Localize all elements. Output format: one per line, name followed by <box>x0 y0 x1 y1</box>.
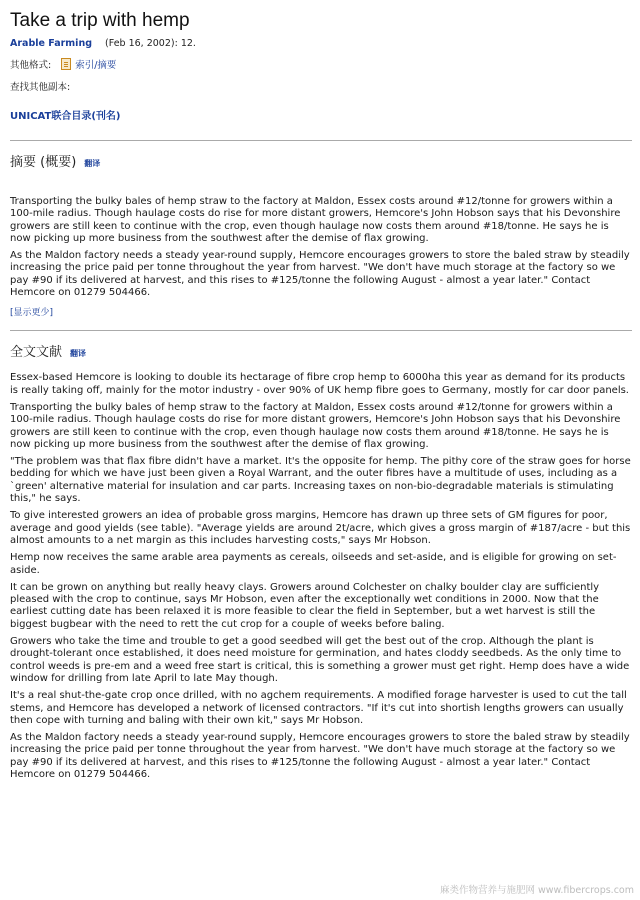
article-title: Take a trip with hemp <box>10 10 190 31</box>
fulltext-paragraph: Essex-based Hemcore is looking to double its hectarage of fibre crop hemp to 6000ha this year as demand for its products is really taking off, mainly for the motor industry - over 90% of UK hemp fibre goes to Germany, mostly for car door panels. <box>10 372 629 396</box>
show-less-link[interactable]: [显示更少] <box>10 308 54 319</box>
abstract-title: 摘要 (概要) <box>10 155 77 170</box>
other-copies-label: 查找其他副本: <box>10 82 71 93</box>
document-icon[interactable] <box>61 58 71 70</box>
fulltext-paragraph: Transporting the bulky bales of hemp straw to the factory at Maldon, Essex costs around #12/tonne for growers within a 100-mile radius. Though haulage costs do rise for more distant growers, Hemcore's John Hobson says that his Devonshire growers are still keen to continue with the crop, even though haulage now costs them around #18/tonne. He says he is now picking up more business from the southwest after the demise of flax growing. <box>10 401 621 450</box>
fulltext-translate-link[interactable]: 翻译 <box>70 349 87 359</box>
fulltext-title: 全文文献 <box>10 345 63 361</box>
citation-text: (Feb 16, 2002): 12. <box>105 38 196 49</box>
fulltext-paragraph: As the Maldon factory needs a steady year-round supply, Hemcore encourages growers to store the baled straw by steadily increasing the price paid per tonne throughout the year from harvest. "We don't have much storage at the factory so we pay #90 if its delivered at harvest, and this rises to #125/tonne the following August - almost a year later." Contact Hemcore on 01279 504466. <box>10 732 630 780</box>
abstract-header <box>10 151 632 170</box>
abstract-paragraph: As the Maldon factory needs a steady year-round supply, Hemcore encourages growers to store the baled straw by steadily increasing the price paid per tonne throughout the year from harvest. "We don't have much storage at the factory so we pay #90 if its delivered at harvest, and this rises to #125/tonne the following August - almost a year later." Contact Hemcore on 01279 504466. <box>10 250 630 299</box>
site-watermark: 麻类作物营养与施肥网 www.fibercrops.com <box>439 885 634 896</box>
other-copies-row <box>10 79 632 93</box>
other-formats-row <box>10 57 632 71</box>
fulltext-header <box>10 341 632 360</box>
abstract-translate-link[interactable]: 翻译 <box>84 159 101 168</box>
abstract-body <box>10 196 632 299</box>
divider <box>10 140 632 141</box>
fulltext-paragraph: "The problem was that flax fibre didn't have a market. It's the opposite for hemp. The pithy core of the straw goes for horse bedding for which we have just been given a Royal Warrant, and the outer fibres have a multitude of uses, including as a `green' alternative material for insulation and car parts. Increasing taxes on non-bio-degradable materials is stimulating this," he says. <box>10 456 631 505</box>
fulltext-paragraph: Hemp now receives the same arable area payments as cereals, oilseeds and set-aside, and is eligible for growing on set-aside. <box>10 552 617 576</box>
divider <box>10 330 632 331</box>
fulltext-paragraph: To give interested growers an idea of probable gross margins, Hemcore has drawn up three sets of GM figures for poor, average and good yields (see table). "Average yields are around 2t/acre, which gives a gross margin of #187/acre - but this almost amounts to a net margin as this includes harvesting costs," says Mr Hobson. <box>10 510 631 546</box>
fulltext-paragraph: Growers who take the time and trouble to get a good seedbed will get the best out of the crop. Although the plant is drought-tolerant once established, it does need moisture for germination, and hates cloddy seedbeds. As the only time to control weeds is pre-em and a weed free start is critical, this is something a grower must get right. Hemp does have a wide window for drilling from late April to late May though. <box>10 636 630 684</box>
unicat-link[interactable]: UNICAT联合目录(刊名) <box>10 111 121 122</box>
publication-link[interactable]: Arable Farming <box>10 38 93 49</box>
fulltext-paragraph: It's a real shut-the-gate crop once drilled, with no agchem requirements. A modified forage harvester is used to cut the tall stems, and Hemcore has developed a network of licensed contractors. "If it's cut into shortish lengths growers can usually then cope with turning and baling with their own kit," says Mr Hobson. <box>10 690 627 726</box>
fulltext-paragraph: It can be grown on anything but really heavy clays. Growers around Colchester on chalky boulder clay are sufficiently pleased with the crop to continue, says Mr Hobson, even after the exceptionally wet conditions in 2000. Now that the earliest cutting date has been relaxed it is more feasible to clear the field in September, but a wet harvest is still the biggest bugbear with the need to rett the cut crop for a couple of weeks before baling. <box>10 581 600 630</box>
abstract-index-link[interactable]: 索引/摘要 <box>75 60 117 71</box>
fulltext-body <box>10 372 632 781</box>
abstract-paragraph: Transporting the bulky bales of hemp straw to the factory at Maldon, Essex costs around #12/tonne for growers within a 100-mile radius. Though haulage costs do rise for more distant growers, Hemcore's John Hobson says that his Devonshire growers are still keen to continue with the crop, even though haulage now costs them around #18/tonne. He says he is now picking up more business from the southwest after the demise of flax growing. <box>10 196 621 244</box>
citation-line <box>10 38 632 49</box>
other-formats-label: 其他格式: <box>10 60 52 71</box>
